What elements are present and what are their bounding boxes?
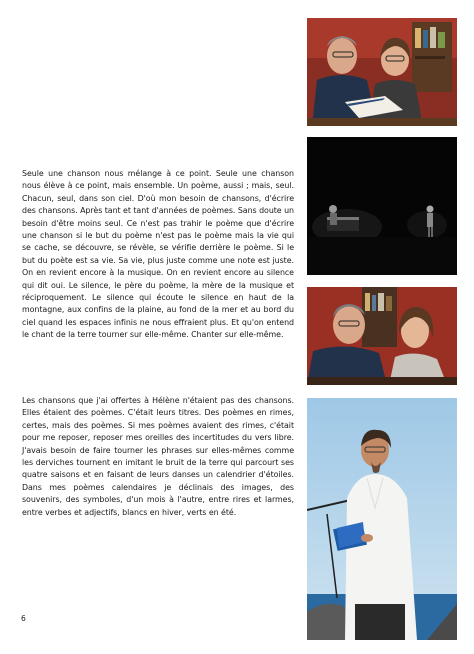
paragraph-text: Les chansons que j'ai offertes à Hélène n'étaient pas des chansons. Elles étaient des poèmes. C'était leurs titres. Des poèmes en rimes, certes, mais des poèmes. Si mes poèmes avaient des rimes, c'était pour me reposer, reposer mes oreilles des incertitudes du vers libre. J'avais besoin de faire tourner les phrases sur elles-mêmes comme les derviches tournent en imitant le bruit de la terre qui parcourt ses quatre saisons et en faisant de leurs danses un calendrier d'étoiles. Dans mes poèmes calendaires je déclinais des images, des souvenirs, des symboles, d'un mois à l'autre, entre rires et larmes, entre verbes et adjectifs, blancs en hiver, verts en été. [22,396,294,517]
body-paragraph-1 [22,168,294,342]
photo-duo-reading [307,18,457,126]
paragraph-text: Seule une chanson nous mélange à ce point. Seule une chanson nous élève à ce point, mais ensemble. Un poème, aussi ; mais, seul. Chacun, seul, dans son ciel. D'où mon besoin de chansons, d'écrire des chansons. Après tant et tant d'années de poèmes. Sans doute un besoin d'être moins seul. Ce n'est pas trahir le poème que d'écrire une chanson si le but du poème n'est pas le poème mais la vie qui se cache, se découvre, se révèle, se vérifie derrière le poème. Si le but du poète est sa vie. Sa vie, plus juste comme une note est juste. On en revient encore à la musique. On en revient encore au silence qui dit oui. Le silence, le père du poème, la mère de la musique et réciproquement. Le silence qui écoute le silence en haut de la montagne, aux confins de la plaine, au fond de la mer et au bord du ciel quand les espaces infinis ne nous effraient plus. Et qu'on entend le chant de la terre tourner sur elle-même. Chanter sur elle-même. [22,169,294,340]
body-paragraph-2 [22,395,294,519]
photo-stage-performance [307,137,457,275]
photo-reading-by-sea [307,398,457,640]
page-number: 6 [21,614,26,623]
photo-duo-smiling [307,287,457,385]
